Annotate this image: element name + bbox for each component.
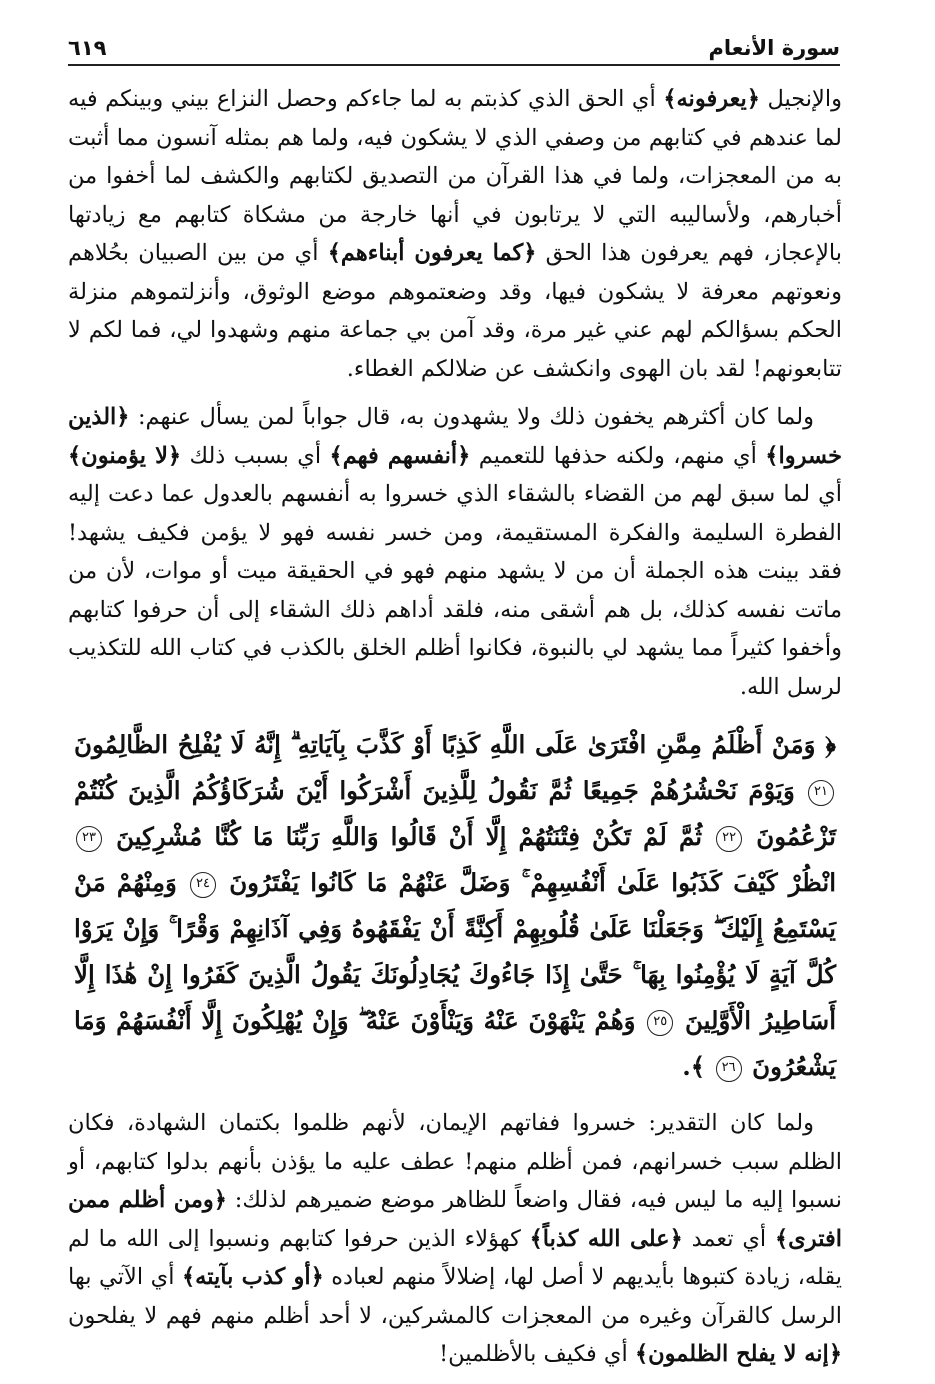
quoted-verse-phrase: ﴿على الله كذباً﴾ [529,1225,683,1252]
paragraph-text: والإنجيل [759,86,843,112]
commentary-paragraph [68,80,842,388]
paragraph-text: أي تعمد [682,1225,775,1252]
paragraph-text: ولما كان أكثرهم يخفون ذلك ولا يشهدون به، قال جواباً لمن يسأل عنهم: [129,404,814,430]
quoted-verse-phrase: ﴿يعرفونه﴾ [663,86,760,112]
surah-title: سورة الأنعام [708,36,840,60]
header-rule [68,64,840,66]
verse-number-marker: ٢٢ [716,826,742,852]
verse-number-marker: ٢٥ [647,1010,673,1036]
paragraph-text: أي الآتي بها الرسل كالقرآن وغيره من المعجزات كالمشركين، لا أحد أظلم منهم فهم لا يفلحون [68,1264,842,1329]
page-header [68,30,840,66]
verse-text: وَيَوْمَ نَحْشُرُهُمْ جَمِيعًا ثُمَّ نَقُولُ لِلَّذِينَ أَشْرَكُوا أَيْنَ شُرَكَاؤُكُمُ الَّذِينَ كُنْتُمْ تَزْعُمُونَ [74,776,837,851]
quoted-verse-phrase: ﴿لا يؤمنون﴾ [68,442,182,469]
verse-text: وَمِنْهُمْ مَنْ يَسْتَمِعُ إِلَيْكَ ۖ وَجَعَلْنَا عَلَىٰ قُلُوبِهِمْ أَكِنَّةً أَنْ يَفْقَهُوهُ وَفِي آذَانِهِمْ وَقْرًا ۚ وَإِنْ يَرَوْا كُلَّ آيَةٍ لَا يُؤْمِنُوا بِهَا ۚ حَتَّىٰ إِذَا جَاءُوكَ يُجَادِلُونَكَ يَقُولُ الَّذِينَ كَفَرُوا إِنْ هَٰذَا إِلَّا أَسَاطِيرُ الْأَوَّلِينَ [74,868,836,1035]
quoted-verse-phrase: ﴿أو كذب بآيته﴾ [181,1264,324,1290]
paragraph-text: أي من بين الصبيان بحُلاهم ونعوتهم معرفة لا يشكون فيها، وقد وضعتموهم موضع الوثوق، وأنزلتموهم منزلة الحكم بسؤالكم لهم عني غير مرة، وقد آمن بي جماعة منهم وشهدوا لي، فما لكم لا تتابعونهم! لقد بان الهوى وانكشف عن ضلالكم الغطاء. [68,240,842,382]
page-number: ٦١٩ [68,36,107,60]
paragraph-text: أي الحق الذي كذبتم به لما جاءكم وحصل النزاع بيني وبينكم فيه لما عندهم في كتابهم من وصفي الذي لا يشكون فيه، ولما هم بمثله آنسون مما أثبت به من المعجزات، ولما في هذا القرآن من التصديق لكتابهم والكشف لما أخفوا من أخبارهم، ولأساليبه التي لا يرتابون في أنها خارجة من مشكاة كتابهم مع زيادتها بالإعجاز، فهم يعرفون هذا الحق [68,86,843,266]
paragraph-text: أي منهم، ولكنه حذفها للتعميم [470,442,766,469]
verse-end-mark: . [682,1052,691,1081]
paragraph-text: أي لما سبق لهم من القضاء بالشقاء الذي خسروا به أنفسهم بالعدول عما دعت إليه الفطرة السليمة والفكرة المستقيمة، ومن خسر نفسه فهو لا يؤمن فكيف يشهد! فقد بينت هذه الجملة أن من لا يشهد منهم فهو في الحقيقة ميت أو موات، لأن من ماتت نفسه كذلك، بل هم أشقى منه، فلقد أداهم ذلك الشقاء إلى أن حرفوا كتابهم وأخفوا كثيراً مما يشهد لي بالنبوة، فكانوا أظلم الخلق بالكذب في كتاب الله للتكذيب لرسل الله. [68,481,842,700]
paragraph-text: أي بسبب ذلك [181,442,330,469]
quoted-verse-phrase: ﴿إنه لا يفلح الظلمون﴾ [634,1341,842,1367]
verse-number-marker: ٢٦ [716,1056,742,1082]
paragraph-text: كهؤلاء الذين حرفوا كتابهم ونسبوا إلى الله ما لم يقله، زيادة كتبوها بأيديهم لا أصل لها، إضلالاً منهم لعباده [68,1225,842,1290]
quran-verses-block [74,722,836,1090]
verse-text: ثُمَّ لَمْ تَكُنْ فِتْنَتُهُمْ إِلَّا أَنْ قَالُوا وَاللَّهِ رَبِّنَا مَا كُنَّا مُشْرِكِينَ [116,822,703,851]
quoted-verse-phrase: ﴿الذين خسروا﴾ [68,404,842,469]
verse-text: انْظُرْ كَيْفَ كَذَبُوا عَلَىٰ أَنْفُسِهِمْ ۚ وَضَلَّ عَنْهُمْ مَا كَانُوا يَفْتَرُونَ [229,868,837,897]
verse-open-bracket: ﴿ [825,730,837,759]
verse-number-marker: ٢٤ [190,872,216,898]
quoted-verse-phrase: ﴿ومن أظلم ممن افترى﴾ [68,1187,842,1252]
quoted-verse-phrase: ﴿أنفسهم فهم﴾ [329,442,471,469]
verse-close-bracket: ﴾ [690,1052,706,1081]
paragraph-text: أي فكيف بالأظلمين! [439,1341,635,1367]
paragraph-text: ولما كان التقدير: خسروا ففاتهم الإيمان، لأنهم ظلموا بكتمان الشهادة، فكان الظلم سبب خسرانهم، فمن أظلم منهم! عطف عليه ما يؤذن بأنهم بدلوا كتابهم، أو نسبوا إليه ما ليس فيه، فقال واضعاً للظاهر موضع ضميرهم لذلك: [68,1110,842,1213]
commentary-paragraph [68,398,842,706]
verse-number-marker: ٢١ [808,780,834,806]
verse-number-marker: ٢٣ [76,826,102,852]
page-body [68,80,842,1384]
quoted-verse-phrase: ﴿كما يعرفون أبناءهم﴾ [327,240,537,266]
verse-text: وَهُمْ يَنْهَوْنَ عَنْهُ وَيَنْأَوْنَ عَنْهُ ۖ وَإِنْ يُهْلِكُونَ إِلَّا أَنْفُسَهُمْ وَمَا يَشْعُرُونَ [74,1006,836,1081]
commentary-paragraph [68,1104,842,1374]
verse-text: وَمَنْ أَظْلَمُ مِمَّنِ افْتَرَىٰ عَلَى اللَّهِ كَذِبًا أَوْ كَذَّبَ بِآيَاتِهِ ۗ إِنَّهُ لَا يُفْلِحُ الظَّالِمُونَ [74,730,816,759]
